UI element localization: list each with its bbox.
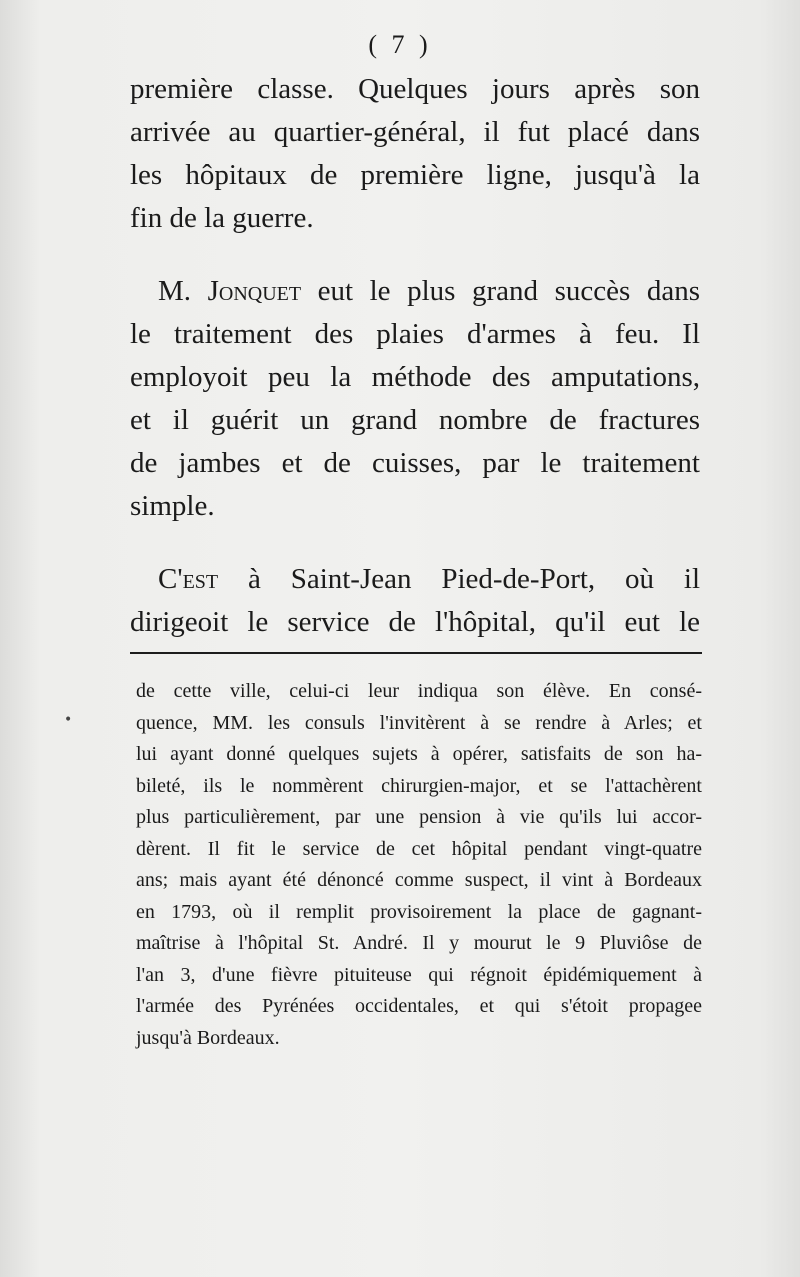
footnote-line: de cette ville, celui-ci leur indiqua son élève. En consé-: [136, 680, 702, 702]
text-line: première classe. Quelques jours après son: [130, 73, 700, 105]
footnote-line: bileté, ils le nommèrent chirurgien-major, et se l'attachèrent: [136, 774, 702, 797]
line-rest: à Saint-Jean Pied-de-Port, où il: [218, 563, 700, 595]
text-line: [130, 558, 700, 601]
footnote-line: l'armée des Pyrénées occidentales, et qui s'étoit propagee: [136, 995, 702, 1017]
person-name: Jonquet: [207, 275, 302, 307]
footnote-line: quence, MM. les consuls l'invitèrent à se rendre à Arles; et: [136, 711, 702, 734]
footnote-line: ans; mais ayant été dénoncé comme suspect, il vint à Bordeaux: [136, 869, 702, 891]
text-line: employoit peu la méthode des amputations,: [130, 361, 700, 393]
footnote-line: maîtrise à l'hôpital St. André. Il y mourut le 9 Pluviôse de: [136, 932, 702, 954]
footnote: [136, 676, 702, 1054]
footnote-line: plus particulièrement, par une pension à vie qu'ils lui accor-: [136, 806, 702, 828]
main-text: [130, 68, 700, 674]
paragraph-2: [130, 270, 700, 528]
small-caps-opening: C'est: [158, 563, 219, 595]
footnote-line: jusqu'à Bordeaux.: [136, 1026, 280, 1049]
honorific: M.: [158, 275, 208, 307]
text-line: fin de la guerre.: [130, 202, 314, 234]
paragraph-3: [130, 558, 700, 644]
footnote-rule: [130, 652, 702, 654]
text-line: et il guérit un grand nombre de fractures: [130, 404, 700, 436]
page-number: ( 7 ): [368, 30, 432, 59]
ink-speck: •: [64, 712, 73, 728]
footnote-line: en 1793, où il remplit provisoirement la place de gagnant-: [136, 900, 702, 923]
footnote-line: l'an 3, d'une fièvre pituiteuse qui régnoit épidémiquement à: [136, 963, 702, 986]
text-line: dirigeoit le service de l'hôpital, qu'il eut le: [130, 606, 700, 638]
text-line: les hôpitaux de première ligne, jusqu'à la: [130, 159, 700, 191]
line-rest: eut le plus grand succès dans: [301, 275, 700, 307]
footnote-line: lui ayant donné quelques sujets à opérer, satisfaits de son ha-: [136, 743, 702, 765]
text-line: arrivée au quartier-général, il fut placé dans: [130, 116, 700, 148]
text-line: de jambes et de cuisses, par le traitement: [130, 447, 700, 479]
footnote-line: dèrent. Il fit le service de cet hôpital pendant vingt-quatre: [136, 837, 702, 860]
paragraph-1: [130, 68, 700, 240]
text-line: le traitement des plaies d'armes à feu. Il: [130, 318, 700, 350]
text-line: simple.: [130, 490, 215, 522]
text-line: [130, 270, 700, 313]
